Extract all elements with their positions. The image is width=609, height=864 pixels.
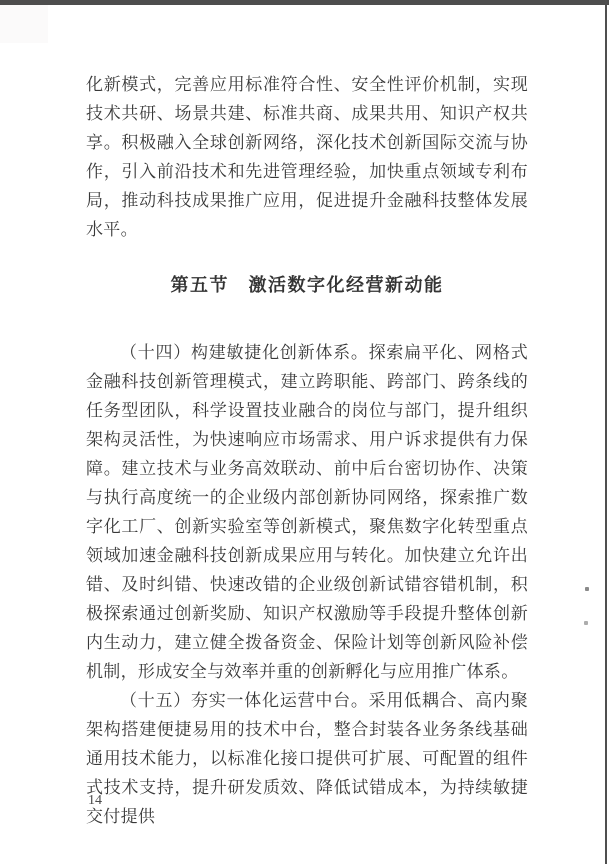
scan-edge-right	[605, 0, 607, 864]
page-content	[86, 70, 528, 831]
paragraph-item-14: （十四）构建敏捷化创新体系。探索扁平化、网格式金融科技创新管理模式，建立跨职能、跨部门、跨条线的任务型团队，科学设置技业融合的岗位与部门，提升组织架构灵活性，为快速响应市场需求、用户诉求提供有力保障。建立技术与业务高效联动、前中后台密切协作、决策与执行高度统一的企业级内部创新协同网络，探索推广数字化工厂、创新实验室等创新模式，聚焦数字化转型重点领域加速金融科技创新成果应用与转化。加快建立允许出错、及时纠错、快速改错的企业级创新试错容错机制，积极探索通过创新奖励、知识产权激励等手段提升整体创新内生动力，建立健全拨备资金、保险计划等创新风险补偿机制，形成安全与效率并重的创新孵化与应用推广体系。	[86, 343, 528, 681]
section-heading: 第五节 激活数字化经营新动能	[170, 275, 444, 295]
paragraph-continuation: 化新模式，完善应用标准符合性、安全性评价机制，实现技术共研、场景共建、标准共商、成果共用、知识产权共享。积极融入全球创新网络，深化技术创新国际交流与协作，引入前沿技术和先进管理经验，加快重点领域专利布局，推动科技成果推广应用，促进提升金融科技整体发展水平。	[86, 75, 528, 239]
scan-speck	[584, 621, 588, 625]
scan-speck	[585, 587, 589, 591]
scan-edge-top	[0, 0, 609, 5]
scan-corner-patch	[0, 5, 48, 43]
paragraph-item-15: （十五）夯实一体化运营中台。采用低耦合、高内聚架构搭建便捷易用的技术中台，整合封装各业务条线基础通用技术能力，以标准化接口提供可扩展、可配置的组件式技术支持，提升研发质效、降低试错成本，为持续敏捷交付提供	[86, 691, 528, 826]
page-number: 14	[88, 793, 102, 808]
